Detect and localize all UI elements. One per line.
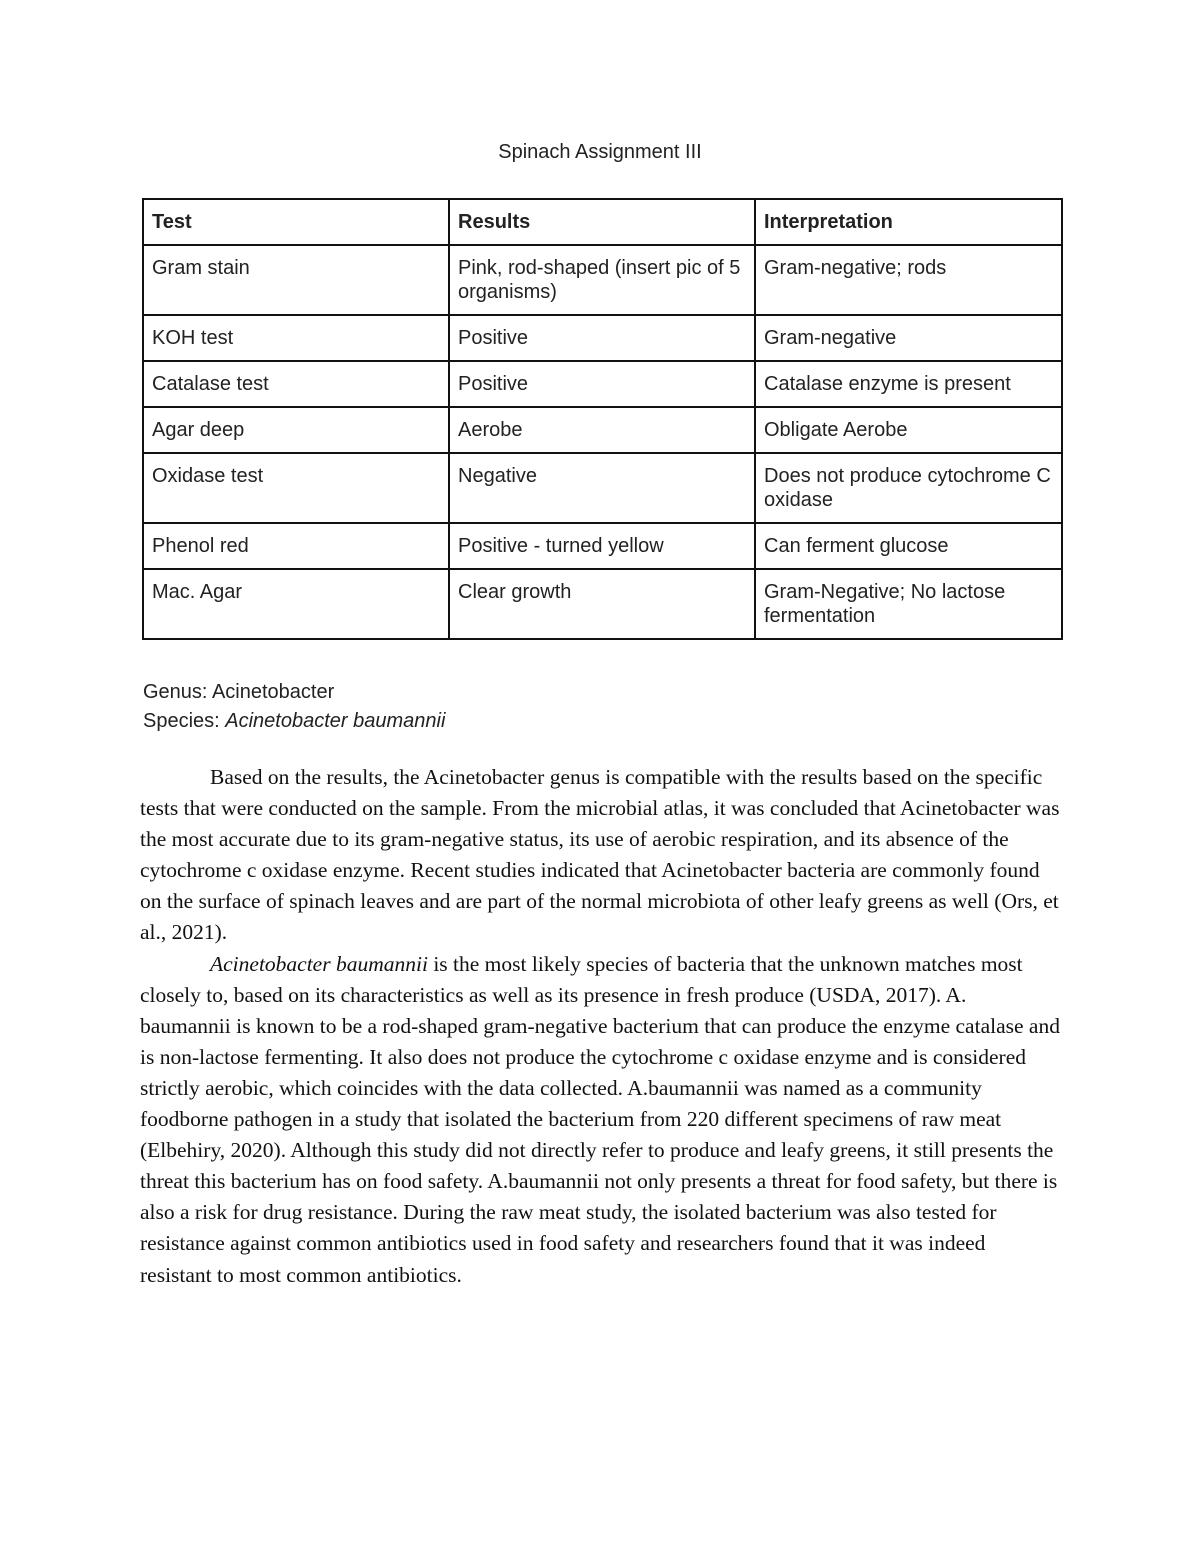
table-cell: Can ferment glucose bbox=[755, 523, 1062, 569]
table-cell: Does not produce cytochrome C oxidase bbox=[755, 453, 1062, 523]
table-cell: Gram-negative bbox=[755, 315, 1062, 361]
discussion-body bbox=[140, 762, 1060, 1291]
table-cell: Gram-Negative; No lactose fermentation bbox=[755, 569, 1062, 639]
table-cell: Pink, rod-shaped (insert pic of 5 organisms) bbox=[449, 245, 755, 315]
table-cell: Catalase test bbox=[143, 361, 449, 407]
table-cell: Gram stain bbox=[143, 245, 449, 315]
table-cell: Positive bbox=[449, 315, 755, 361]
species-label: Species: bbox=[143, 710, 226, 732]
header-interpretation: Interpretation bbox=[755, 199, 1062, 245]
header-results: Results bbox=[449, 199, 755, 245]
paragraph bbox=[140, 949, 1060, 1291]
table-cell: Aerobe bbox=[449, 407, 755, 453]
paragraph-text: is the most likely species of bacteria that the unknown matches most closely to, based on its characteristics as well as its presence in fresh produce (USDA, 2017). A. baumannii is known to be a rod-shaped gram-negative bacterium that can produce the enzyme catalase and is non-lactose fermenting. It also does not produce the cytochrome c oxidase enzyme and is considered strictly aerobic, which coincides with the data collected. A.baumannii was named as a community foodborne pathogen in a study that isolated the bacterium from 220 different specimens of raw meat (Elbehiry, 2020). Although this study did not directly refer to produce and leafy greens, it still presents the threat this bacterium has on food safety. A.baumannii not only presents a threat for food safety, but there is also a risk for drug resistance. During the raw meat study, the isolated bacterium was also tested for resistance against common antibiotics used in food safety and researchers found that it was indeed resistant to most common antibiotics. bbox=[140, 951, 1060, 1287]
table-row bbox=[143, 569, 1062, 639]
table-cell: Agar deep bbox=[143, 407, 449, 453]
table-header-row bbox=[143, 199, 1062, 245]
species-italic: Acinetobacter baumannii bbox=[210, 951, 428, 976]
species-value: Acinetobacter baumannii bbox=[225, 710, 446, 732]
table-row bbox=[143, 245, 1062, 315]
table-cell: Catalase enzyme is present bbox=[755, 361, 1062, 407]
table-cell: Gram-negative; rods bbox=[755, 245, 1062, 315]
identification-block bbox=[143, 678, 445, 736]
table-cell: Mac. Agar bbox=[143, 569, 449, 639]
table-cell: KOH test bbox=[143, 315, 449, 361]
header-test: Test bbox=[143, 199, 449, 245]
genus-label: Genus: bbox=[143, 681, 212, 703]
table-cell: Clear growth bbox=[449, 569, 755, 639]
genus-value: Acinetobacter bbox=[211, 681, 335, 703]
table-cell: Oxidase test bbox=[143, 453, 449, 523]
table-cell: Phenol red bbox=[143, 523, 449, 569]
results-table bbox=[142, 198, 1063, 640]
table-cell: Positive bbox=[449, 361, 755, 407]
table-cell: Positive - turned yellow bbox=[449, 523, 755, 569]
genus-line bbox=[143, 678, 445, 707]
document-title: Spinach Assignment III bbox=[498, 141, 702, 163]
paragraph: Based on the results, the Acinetobacter genus is compatible with the results based on the specific tests that were conducted on the sample. From the microbial atlas, it was concluded that Acinetobacter was the most accurate due to its gram-negative status, its use of aerobic respiration, and its absence of the cytochrome c oxidase enzyme. Recent studies indicated that Acinetobacter bacteria are commonly found on the surface of spinach leaves and are part of the normal microbiota of other leafy greens as well (Ors, et al., 2021). bbox=[140, 765, 1060, 945]
table-row bbox=[143, 453, 1062, 523]
table-row bbox=[143, 361, 1062, 407]
species-line bbox=[143, 707, 445, 736]
table-cell: Obligate Aerobe bbox=[755, 407, 1062, 453]
table-row bbox=[143, 315, 1062, 361]
table-cell: Negative bbox=[449, 453, 755, 523]
table-row bbox=[143, 523, 1062, 569]
table-row bbox=[143, 407, 1062, 453]
